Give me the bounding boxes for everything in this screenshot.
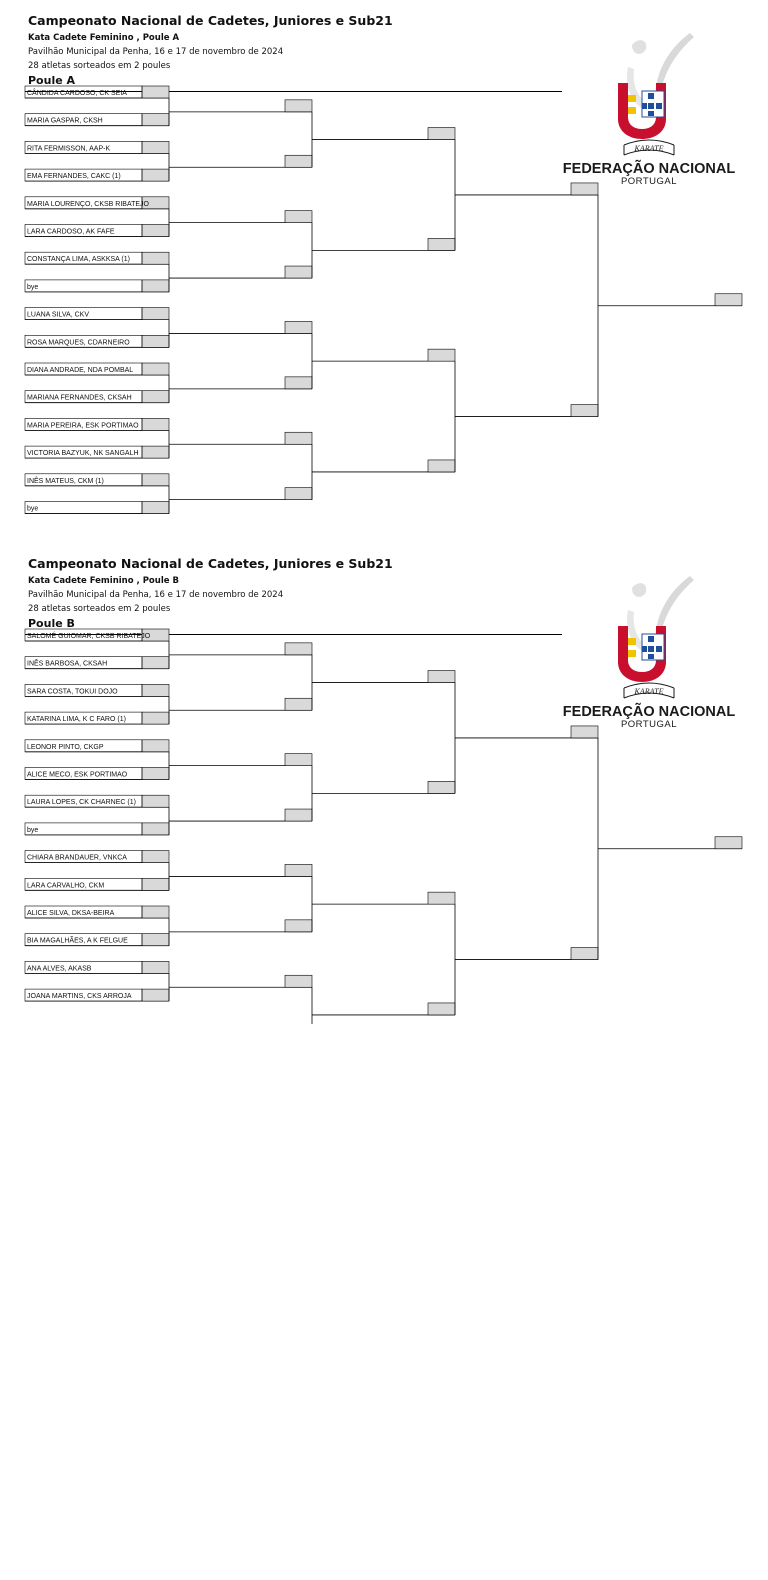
athlete-name: MARIA GASPAR, CKSH [27,117,103,125]
score-box[interactable] [142,252,169,264]
athlete-name: LEONOR PINTO, CKGP [27,743,104,751]
score-box[interactable] [571,405,598,417]
score-box[interactable] [428,892,455,904]
score-box[interactable] [142,657,169,669]
poule-label: Poule A [28,74,76,87]
score-box[interactable] [285,975,312,987]
athlete-name: LARA CARVALHO, CKM [27,882,105,890]
championship-title: Campeonato Nacional de Cadetes, Juniores e Sub21 [28,556,393,571]
score-box[interactable] [142,169,169,181]
score-box[interactable] [142,114,169,126]
athlete-name: SARA COSTA, TOKUI DOJO [27,688,118,696]
athlete-name: INÊS MATEUS, CKM (1) [27,477,104,485]
score-box[interactable] [142,906,169,918]
venue-dates: Pavilhão Municipal da Penha, 16 e 17 de novembro de 2024 [28,47,284,57]
logo-karate-text: KARATE [634,144,664,153]
score-box[interactable] [285,488,312,500]
logo-federation-text: FEDERAÇÃO NACIONAL [562,704,736,720]
score-box[interactable] [142,989,169,1001]
athlete-name: CÂNDIDA CARDOSO, CK SEIA [27,90,127,97]
score-box[interactable] [142,280,169,292]
score-box[interactable] [285,698,312,710]
federation-logo [562,27,736,187]
athlete-name: CONSTANÇA LIMA, ASKKSA (1) [27,256,130,264]
athlete-name: LARA CARDOSO, AK FAFE [27,228,115,236]
score-box[interactable] [142,363,169,375]
score-box[interactable] [142,823,169,835]
poule-a-section [0,13,768,533]
category-subtitle: Kata Cadete Feminino , Poule A [28,33,180,43]
athlete-name: SALOMÉ GUIOMAR, CKSB RIBATEJO [27,633,151,640]
score-box[interactable] [285,321,312,333]
score-box[interactable] [428,781,455,793]
score-box[interactable] [428,460,455,472]
logo-country-text: PORTUGAL [620,719,678,730]
score-box[interactable] [428,128,455,140]
score-box[interactable] [142,391,169,403]
athlete-name: INÊS BARBOSA, CKSAH [27,660,108,668]
athlete-name: bye [27,826,39,834]
championship-title: Campeonato Nacional de Cadetes, Juniores e Sub21 [28,13,393,28]
score-box[interactable] [428,671,455,683]
score-box[interactable] [142,418,169,430]
venue-dates: Pavilhão Municipal da Penha, 16 e 17 de novembro de 2024 [28,590,284,600]
athlete-name: bye [27,505,39,513]
score-box[interactable] [142,961,169,973]
athlete-name: KATARINA LIMA, K C FARO (1) [27,716,126,724]
athlete-name: ROSA MARQUES, CDARNEIRO [27,339,130,347]
score-box[interactable] [715,294,742,306]
score-box[interactable] [142,878,169,890]
draw-info: 28 atletas sorteados em 2 poules [28,604,171,614]
name-box [25,823,142,835]
athlete-name: MARIANA FERNANDES, CKSAH [27,394,132,402]
athlete-name: VICTORIA BAZYUK, NK SANGALH [27,450,139,458]
score-box[interactable] [142,446,169,458]
score-box[interactable] [142,335,169,347]
score-box[interactable] [285,266,312,278]
score-box[interactable] [142,740,169,752]
score-box[interactable] [285,377,312,389]
athlete-name: DIANA ANDRADE, NDA POMBAL [27,367,134,374]
athlete-name: LUANA SILVA, CKV [27,311,89,319]
score-box[interactable] [428,349,455,361]
score-box[interactable] [571,948,598,960]
athlete-name: MARIA LOURENÇO, CKSB RIBATEJO [27,200,150,208]
athlete-name: JOANA MARTINS, CKS ARROJA [27,993,132,1001]
poule-label: Poule B [28,617,75,630]
score-box[interactable] [285,754,312,766]
athlete-name: MARIA PEREIRA, ESK PORTIMAO [27,422,139,430]
score-box[interactable] [285,211,312,223]
logo-country-text: PORTUGAL [620,176,678,187]
score-box[interactable] [142,684,169,696]
score-box[interactable] [142,474,169,486]
score-box[interactable] [285,864,312,876]
score-box[interactable] [285,920,312,932]
category-subtitle: Kata Cadete Feminino , Poule B [28,576,179,586]
score-box[interactable] [285,100,312,112]
logo-federation-text: FEDERAÇÃO NACIONAL [562,161,736,177]
fnkp-emblem-icon [562,27,736,187]
fnkp-emblem-icon [562,570,736,730]
athlete-name: EMA FERNANDES, CAKC (1) [27,173,121,181]
score-box[interactable] [142,502,169,514]
athlete-name: ANA ALVES, AKASB [27,965,92,973]
athlete-name: RITA FERMISSON, AAP-K [27,145,111,153]
score-box[interactable] [142,934,169,946]
score-box[interactable] [142,225,169,237]
athlete-name: BIA MAGALHÃES, A K FELGUE [27,937,128,945]
score-box[interactable] [285,643,312,655]
poule-b-section [0,556,768,1024]
score-box[interactable] [142,86,169,98]
score-box[interactable] [285,809,312,821]
name-box [25,502,142,514]
score-box[interactable] [285,432,312,444]
federation-logo [562,570,736,730]
athlete-name: ALICE SILVA, DKSA-BEIRA [27,910,115,917]
score-box[interactable] [142,795,169,807]
score-box[interactable] [142,768,169,780]
name-box [25,280,142,292]
athlete-name: CHIARA BRANDAUER, VNKCA [27,854,127,862]
score-box[interactable] [142,712,169,724]
athlete-name: bye [27,283,39,291]
score-box[interactable] [285,155,312,167]
score-box[interactable] [715,837,742,849]
athlete-name: ALICE MECO, ESK PORTIMAO [27,771,128,779]
score-box[interactable] [428,238,455,250]
athlete-name: LAURA LOPES, CK CHARNEC (1) [27,799,136,807]
score-box[interactable] [142,308,169,320]
score-box[interactable] [428,1003,455,1015]
logo-karate-text: KARATE [634,687,664,696]
draw-info: 28 atletas sorteados em 2 poules [28,61,171,71]
score-box[interactable] [142,141,169,153]
score-box[interactable] [142,851,169,863]
